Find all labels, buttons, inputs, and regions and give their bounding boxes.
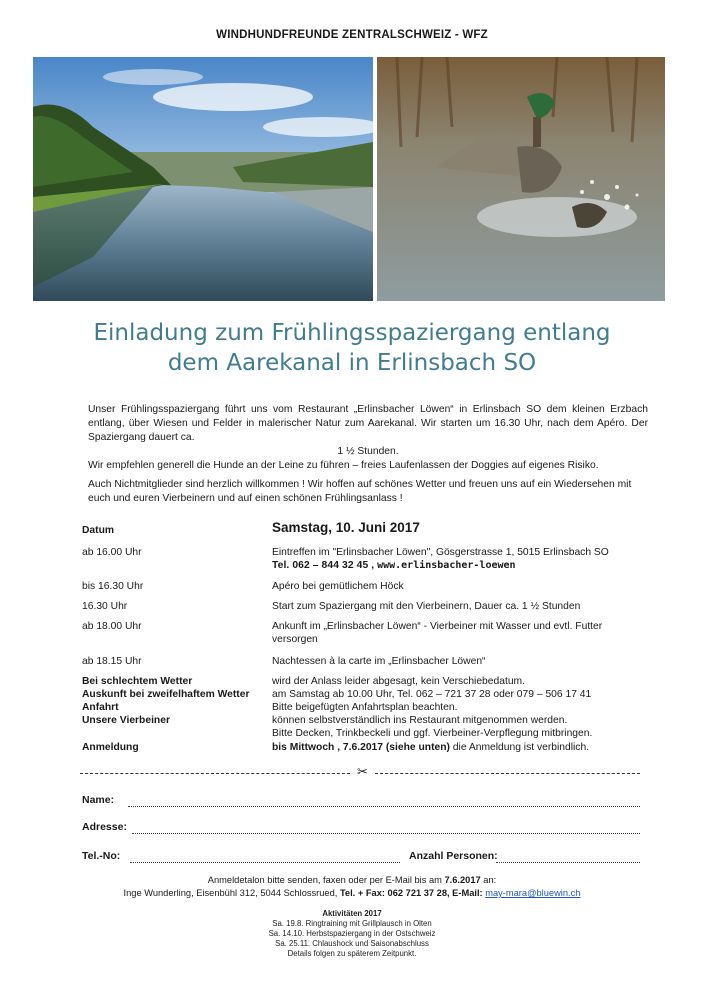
intro-paragraph-3: Auch Nichtmitglieder sind herzlich willkommen ! Wir hoffen auf schönes Wetter und freuen uns auf ein Wiedersehen mit euch und euren Vierbeinern und auf einen schönen Frühlingsanlass ! [88,479,632,504]
bad-weather-value: wird der Anlass leider abgesagt, kein Verschiebedatum. [272,676,525,687]
schedule-text: Ankunft im „Erlinsbacher Löwen“ - Vierbeiner mit Wasser und evtl. Futter [272,621,603,632]
intro-text-1-end: 1 ½ Stunden. [337,446,399,457]
datum-label: Datum [82,525,115,536]
intro-paragraph-1 [88,403,648,459]
arrival-value: Bitte beigefügten Anfahrtsplan beachten. [272,702,458,713]
organization-title: WINDHUNDFREUNDE ZENTRALSCHWEIZ - WFZ [216,29,488,41]
registration-deadline: bis Mittwoch , 7.6.2017 (siehe unten) [272,742,450,753]
dogs-label: Unsere Vierbeiner [82,715,170,726]
schedule-time: ab 18.15 Uhr [82,656,142,667]
tel-label: Tel.-No: [82,850,121,862]
activities-title: Aktivitäten 2017 [322,909,382,918]
intro-text-1: Unser Frühlingsspaziergang führt uns vom Restaurant „Erlinsbacher Löwen“ in Erlinsbach SO dem kleinen Erzbach entlang, über Wiesen und Felder in malerischer Natur zum Aarekanal. Wir starten um 16.30 Uhr, nach dem Apéro. Der Spaziergang dauert ca. [88,404,648,443]
intro-paragraph-2: Wir empfehlen generell die Hunde an der Leine zu führen – freies Laufenlassen der Doggies auf eigenes Risiko. [88,460,599,471]
headline-line-1: Einladung zum Frühlingsspaziergang entlang [93,320,611,346]
registration-note: die Anmeldung ist verbindlich. [449,742,590,753]
dogs-value: können selbstverständlich ins Restaurant mitgenommen werden. [272,715,568,726]
tel-field[interactable] [130,862,400,863]
schedule-text-cont: versorgen [272,634,318,645]
schedule-text: Start zum Spaziergang mit den Vierbeinern, Dauer ca. 1 ½ Stunden [272,601,581,612]
activity-item: Sa. 19.8. Ringtraining mit Grillplausch in Olten [272,919,432,928]
headline-line-2: dem Aarekanal in Erlinsbach SO [167,350,537,376]
name-label: Name: [82,794,115,806]
address-label: Adresse: [82,821,127,833]
duck-photo [377,57,665,301]
schedule-text: Nachtessen à la carte im „Erlinsbacher Löwen“ [272,656,486,667]
cut-dash-right [375,773,640,774]
activity-item: Details folgen zu späterem Zeitpunkt. [287,949,417,958]
arrival-label: Anfahrt [82,702,119,713]
dogs-value-2: Bitte Decken, Trinkbeckeli und ggf. Vierbeiner-Verpflegung mitbringen. [272,728,593,739]
event-date: Samstag, 10. Juni 2017 [272,520,420,535]
scissors-icon: ✂ [357,764,368,779]
footer-send-text: Anmeldetalon bitte senden, faxen oder per E-Mail bis am [207,875,445,885]
footer-email-link[interactable]: may-mara@bluewin.ch [485,888,581,898]
persons-label: Anzahl Personen: [409,850,498,862]
name-field[interactable] [128,806,640,807]
uncertain-weather-label: Auskunft bei zweifelhaftem Wetter [82,689,250,700]
schedule-time: ab 18.00 Uhr [82,621,142,632]
footer-address: Inge Wunderling, Eisenbühl 312, 5044 Schlossrued, [123,888,340,898]
activity-item: Sa. 25.11. Chlaushock und Saisonabschluss [275,939,429,948]
canal-photo [33,57,373,301]
footer-instructions [0,874,704,886]
cut-line [80,764,640,779]
schedule-text: Eintreffen im "Erlinsbacher Löwen", Gösgerstrasse 1, 5015 Erlinsbach SO [272,547,609,558]
restaurant-contact [272,559,662,572]
bad-weather-label: Bei schlechtem Wetter [82,676,193,687]
address-field[interactable] [132,833,640,834]
uncertain-weather-value: am Samstag ab 10.00 Uhr, Tel. 062 – 721 37 28 oder 079 – 506 17 41 [272,689,592,700]
restaurant-phone: Tel. 062 – 844 32 45 , [272,560,375,571]
footer-deadline: 7.6.2017 [444,875,481,885]
registration-label: Anmeldung [82,742,139,753]
footer-phone: Tel. + Fax: 062 721 37 28, E-Mail: [339,888,486,898]
cut-dash-left [80,773,350,774]
event-headline [0,318,704,378]
schedule-time: bis 16.30 Uhr [82,581,144,592]
footer-send-suffix: an: [480,875,497,885]
restaurant-website: www.erlinsbacher-loewen [377,560,516,571]
registration-value [272,741,662,754]
schedule-time: ab 16.00 Uhr [82,547,142,558]
activity-item: Sa. 14.10. Herbstspaziergang in der Ostschweiz [268,929,436,938]
schedule-text: Apéro bei gemütlichem Höck [272,581,404,592]
persons-field[interactable] [496,862,640,863]
footer-contact [0,887,704,899]
schedule-time: 16.30 Uhr [82,601,128,612]
